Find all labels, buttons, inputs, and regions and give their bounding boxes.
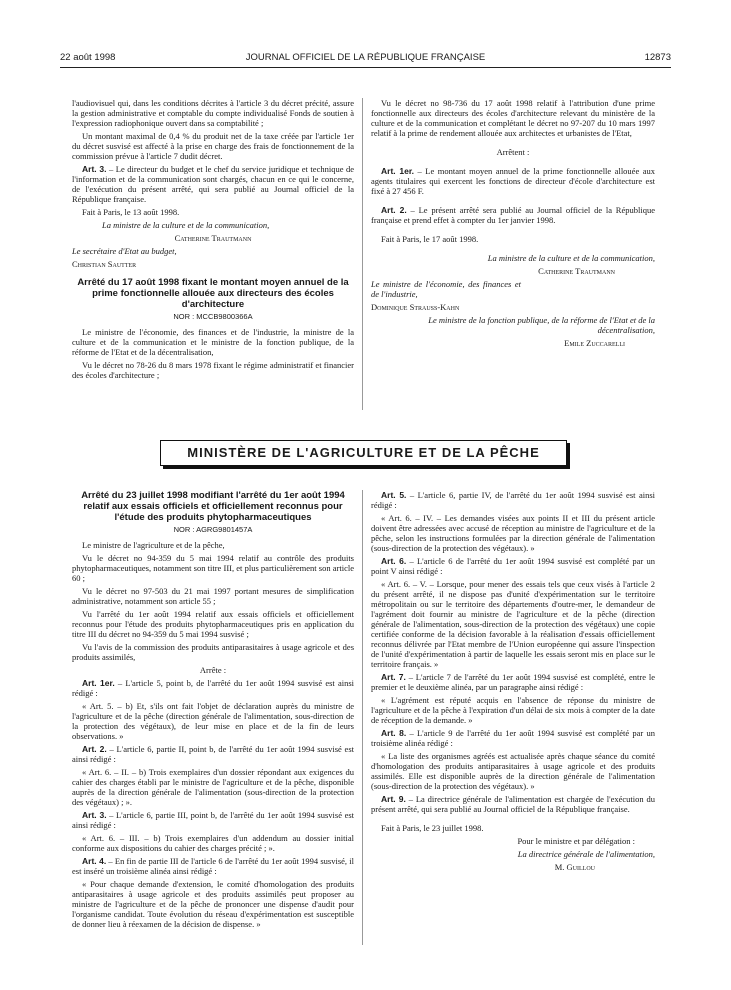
- article-1: Art. 1er. – Le montant moyen annuel de la prime fonctionnelle allouée aux agents titulaires qui exercent les fonctions de directeur d'école d'architecture est fixé à 27 456 F.: [371, 166, 655, 196]
- article-1: Art. 1er. – L'article 5, point b, de l'arrêté du 1er août 1994 susvisé est ainsi rédigé :: [72, 678, 354, 698]
- arrete-title: Arrêté du 17 août 1998 fixant le montant moyen annuel de la prime fonctionnelle allouée aux directeurs des écoles d'architecture: [77, 277, 349, 310]
- quoted-text: « Pour chaque demande d'extension, le comité d'homologation des produits antiparasitaires à usage agricole et des produits assimilés peut proposer au ministre de l'agriculture et de la pêche de prononcer une dispense d'audit pour l'organisme candidat. Toute évolution du réseau d'expérimentation est susceptible de donner lieu à réexamen de la décision de dispense. »: [72, 879, 354, 929]
- paragraph: Vu le décret no 94-359 du 5 mai 1994 relatif au contrôle des produits phytopharmaceutiques, notamment son titre III, et plus particulièrement son article 60 ;: [72, 553, 354, 583]
- arretent-label: Arrêtent :: [496, 147, 530, 157]
- signatory-role: Le secrétaire d'Etat au budget,: [72, 246, 177, 256]
- page-number: 12873: [644, 52, 671, 63]
- nor-reference: NOR : MCCB9800366A: [173, 312, 253, 321]
- arrete-label: Arrête :: [199, 665, 227, 675]
- paragraph: l'audiovisuel qui, dans les conditions décrites à l'article 3 du décret précité, assure la gestion administrative et comptable du compte individualisé Fonds de soutien à l'expression radiophonique ouvert dans sa comptabilité ;: [72, 98, 354, 128]
- done-at: Fait à Paris, le 17 août 1998.: [381, 234, 479, 244]
- article-3: Art. 3. – Le directeur du budget et le chef du service juridique et technique de l'information et de la communication sont chargés, chacun en ce qui le concerne, de l'exécution du présent arrêté, qui sera publié au Journal officiel de la République française.: [72, 164, 355, 204]
- quoted-text: « Art. 5. – b) Et, s'ils ont fait l'objet de déclaration auprès du ministre de l'agriculture et de la pêche (direction générale de l'alimentation, sous-direction de la protection des végétaux), de leur mise en place et de la fin de leurs observations. »: [72, 701, 354, 741]
- paragraph: Vu le décret no 97-503 du 21 mai 1997 portant mesures de simplification administrative, notamment son article 55 ;: [72, 586, 354, 606]
- quoted-text: « Art. 6. – III. – b) Trois exemplaires d'un addendum au dossier initial conforme aux dispositions du cahier des charges précité ; ».: [72, 833, 354, 853]
- signatory-role: La ministre de la culture et de la communication,: [487, 253, 655, 263]
- journal-title: JOURNAL OFFICIEL DE LA RÉPUBLIQUE FRANÇAISE: [245, 52, 486, 63]
- done-at: Fait à Paris, le 13 août 1998.: [82, 207, 180, 217]
- paragraph: Un montant maximal de 0,4 % du produit net de la taxe créée par l'article 1er du décret susvisé est affecté à la prise en charge des frais de fonctionnement de la commission prévue à l'article 7 dudit décret.: [72, 131, 354, 161]
- quoted-text: « Art. 6. – II. – b) Trois exemplaires d'un dossier répondant aux exigences du cahier des charges établi par le ministre de l'agriculture et de la pêche, disponible auprès de la direction générale de l'alimentation (sous-direction de la protection des végétaux) ; ».: [72, 767, 354, 807]
- article-8: Art. 8. – L'article 9 de l'arrêté du 1er août 1994 susvisé est complété par un troisième alinéa rédigé :: [371, 728, 655, 748]
- quoted-text: « Art. 6. – V. – Lorsque, pour mener des essais tels que ceux visés à l'article 2 du présent arrêté, il ne dispose pas d'unité d'expérimentation sur le territoire métropolitain ou sur le territoire des départements d'outre-mer, le demandeur de l'agrément doit fournir au ministre de l'agriculture et de la pêche (direction générale de l'alimentation, sous-direction de la protection des végétaux) une copie certifiée conforme de la décision favorable à la réalisation d'essais officiellement reconnus délivrée par l'Etat membre de l'Union européenne qui assure l'inspection de l'unité d'expérimentation à partir de laquelle les essais seront mis en place sur le territoire français. »: [371, 579, 655, 669]
- quoted-text: « Art. 6. – IV. – Les demandes visées aux points II et III du présent article doivent être adressées avec accusé de réception au ministre de l'agriculture et de la pêche, selon les instructions formulées par la direction générale de l'alimentation (sous-direction de la protection des végétaux). »: [371, 513, 655, 553]
- article-4: Art. 4. – En fin de partie III de l'article 6 de l'arrêté du 1er août 1994 susvisé, il est inséré un troisième alinéa ainsi rédigé :: [72, 856, 354, 876]
- article-6: Art. 6. – L'article 6 de l'arrêté du 1er août 1994 susvisé est complété par un point V ainsi rédigé :: [371, 556, 655, 576]
- quoted-text: « La liste des organismes agréés est actualisée après chaque séance du comité d'homologation des produits antiparasitaires à usage agricole et des produits assimilés. Elle est disponible auprès de la direction générale de l'alimentation (sous-direction de la protection des végétaux). »: [371, 751, 655, 791]
- signatory-role: Pour le ministre et par délégation :: [517, 836, 635, 846]
- top-left-column: [72, 98, 354, 383]
- signatory-name: Catherine Trautmann: [538, 266, 615, 276]
- signatory-name: M. Guillou: [554, 862, 595, 872]
- quoted-text: « L'agrément est réputé acquis en l'absence de réponse du ministre de l'agriculture et de la pêche à l'expiration d'un délai de six mois à compter de la date de réception de la demande. »: [371, 695, 655, 725]
- header-rule: [60, 67, 671, 68]
- paragraph: Vu le décret no 98-736 du 17 août 1998 relatif à l'attribution d'une prime fonctionnelle aux directeurs des écoles d'architecture relevant du ministère de la culture et de la communication et complétant le décret no 97-207 du 10 mars 1997 relatif à la prime de rendement allouée aux architectes et urbanistes de l'Etat,: [371, 98, 655, 138]
- signatory-role: La ministre de la culture et de la communication,: [102, 220, 270, 230]
- bottom-right-column: [371, 490, 655, 875]
- article-3: Art. 3. – L'article 6, partie III, point b, de l'arrêté du 1er août 1994 susvisé est ainsi rédigé :: [72, 810, 355, 830]
- signatory-role: Le ministre de la fonction publique, de la réforme de l'Etat et de la décentralisation,: [428, 315, 655, 335]
- column-divider: [362, 98, 363, 410]
- paragraph: Le ministre de l'économie, des finances et de l'industrie, la ministre de la culture et de la communication et le ministre de la fonction publique, de la réforme de l'Etat et de la décentralisation,: [72, 327, 354, 357]
- signatory-name: Catherine Trautmann: [174, 233, 252, 243]
- signatory-role: La directrice générale de l'alimentation,: [517, 849, 655, 859]
- article-2: Art. 2. – L'article 6, partie II, point b, de l'arrêté du 1er août 1994 susvisé est ainsi rédigé :: [72, 744, 354, 764]
- paragraph: Le ministre de l'agriculture et de la pêche,: [82, 540, 225, 550]
- article-9: Art. 9. – La directrice générale de l'alimentation est chargée de l'exécution du présent arrêté, qui sera publié au Journal officiel de la République française.: [371, 794, 656, 814]
- signatory-role: Le ministre de l'économie, des finances et de l'industrie,: [371, 279, 521, 299]
- paragraph: Vu le décret no 78-26 du 8 mars 1978 fixant le régime administratif et financier des écoles d'architecture ;: [72, 360, 354, 380]
- article-5: Art. 5. – L'article 6, partie IV, de l'arrêté du 1er août 1994 susvisé est ainsi rédigé :: [371, 490, 655, 510]
- arrete-title: Arrêté du 23 juillet 1998 modifiant l'arrêté du 1er août 1994 relatif aux essais officiels et officiellement reconnus pour l'étude des produits phytopharmaceutiques: [81, 490, 345, 523]
- signatory-name: Dominique Strauss-Kahn: [371, 302, 460, 312]
- column-divider: [362, 490, 363, 945]
- done-at: Fait à Paris, le 23 juillet 1998.: [381, 823, 484, 833]
- article-2: Art. 2. – Le présent arrêté sera publié au Journal officiel de la République française et prend effet à compter du 1er janvier 1998.: [371, 205, 655, 225]
- top-right-column: [371, 98, 655, 351]
- article-7: Art. 7. – L'article 7 de l'arrêté du 1er août 1994 susvisé est complété, entre le premier et le deuxième alinéa, par un paragraphe ainsi rédigé :: [371, 672, 655, 692]
- issue-date: 22 août 1998: [60, 52, 116, 63]
- paragraph: Vu l'avis de la commission des produits antiparasitaires à usage agricole et des produits assimilés,: [72, 642, 354, 662]
- ministry-banner: MINISTÈRE DE L'AGRICULTURE ET DE LA PÊCHE: [160, 440, 567, 466]
- paragraph: Vu l'arrêté du 1er août 1994 relatif aux essais officiels et officiellement reconnus pour l'étude des produits phytopharmaceutiques pris en application du titre III du décret no 94-359 du 5 mai 1994 susvisé ;: [72, 609, 354, 639]
- bottom-left-column: [72, 490, 354, 932]
- signatory-name: Emile Zuccarelli: [564, 338, 625, 348]
- nor-reference: NOR : AGRG9801457A: [173, 525, 253, 534]
- signatory-name: Christian Sautter: [72, 259, 137, 269]
- page-header: [60, 52, 671, 66]
